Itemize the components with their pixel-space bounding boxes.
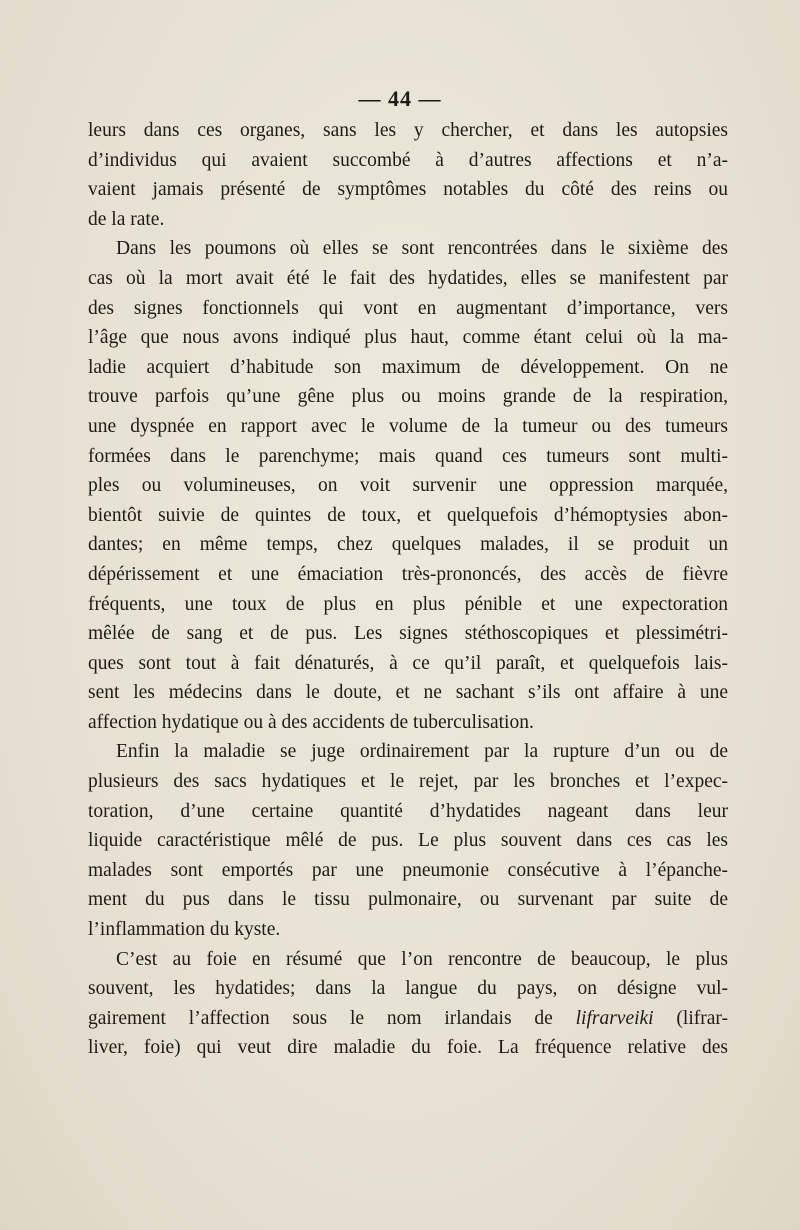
text-line: C’est au foie en résumé que l’on rencontre de beaucoup, le plus (116, 948, 728, 970)
text-line: leurs dans ces organes, sans les y chercher, et dans les autopsies (88, 120, 728, 141)
text-line: l’âge que nous avons indiqué plus haut, comme étant celui où la ma- (88, 327, 728, 349)
body-text (88, 116, 728, 1063)
text-line: ment du pus dans le tissu pulmonaire, ou survenant par suite de (88, 889, 728, 911)
text-line: Enfin la maladie se juge ordinairement par la rupture d’un ou de (116, 741, 728, 763)
text-line: trouve parfois qu’une gêne plus ou moins grande de la respiration, (88, 386, 728, 408)
text-line: l’inflammation du kyste. (88, 919, 281, 941)
text-line: des signes fonctionnels qui vont en augmentant d’importance, vers (88, 297, 728, 319)
text-line: ladie acquiert d’habitude son maximum de développement. On ne (88, 356, 728, 378)
text-line: d’individus qui avaient succombé à d’autres affections et n’a- (88, 149, 728, 171)
text-line: Dans les poumons où elles se sont rencontrées dans le sixième des (116, 238, 728, 260)
text-line: bientôt suivie de quintes de toux, et quelquefois d’hémoptysies abon- (88, 504, 728, 526)
text-line: gairement l’affection sous le nom irlandais de lifrarveiki (lifrar- (88, 1007, 728, 1029)
text-line: liver, foie) qui veut dire maladie du foie. La fréquence relative des (88, 1037, 728, 1059)
text-line: ples ou volumineuses, on voit survenir une oppression marquée, (88, 475, 728, 497)
text-line: formées dans le parenchyme; mais quand ces tumeurs sont multi- (88, 445, 728, 467)
text-line: cas où la mort avait été le fait des hydatides, elles se manifestent par (88, 267, 728, 289)
text-line: sent les médecins dans le doute, et ne sachant s’ils ont affaire à une (88, 682, 728, 704)
page-number: — 44 — (358, 86, 442, 111)
text-line: ques sont tout à fait dénaturés, à ce qu’il paraît, et quelquefois lais- (88, 652, 728, 674)
text-line: dépérissement et une émaciation très-prononcés, des accès de fièvre (88, 563, 728, 585)
text-line: souvent, les hydatides; dans la langue du pays, on désigne vul- (88, 978, 728, 1000)
text-line: fréquents, une toux de plus en plus pénible et une expectoration (88, 593, 728, 615)
text-line: de la rate. (88, 208, 165, 230)
text-line: toration, d’une certaine quantité d’hydatides nageant dans leur (88, 800, 728, 822)
text-line: mêlée de sang et de pus. Les signes stéthoscopiques et plessimétri- (88, 623, 728, 645)
text-line: vaient jamais présenté de symptômes notables du côté des reins ou (88, 179, 728, 201)
italic-term: lifrarveiki (575, 1007, 654, 1029)
text-line: affection hydatique ou à des accidents de tuberculisation. (88, 711, 534, 733)
text-line: plusieurs des sacs hydatiques et le rejet, par les bronches et l’expec- (88, 771, 728, 793)
text-line: dantes; en même temps, chez quelques malades, il se produit un (88, 534, 728, 556)
text-line: liquide caractéristique mêlé de pus. Le plus souvent dans ces cas les (88, 830, 728, 852)
text-line: malades sont emportés par une pneumonie consécutive à l’épanche- (88, 859, 728, 881)
text-line: une dyspnée en rapport avec le volume de la tumeur ou des tumeurs (88, 415, 728, 437)
